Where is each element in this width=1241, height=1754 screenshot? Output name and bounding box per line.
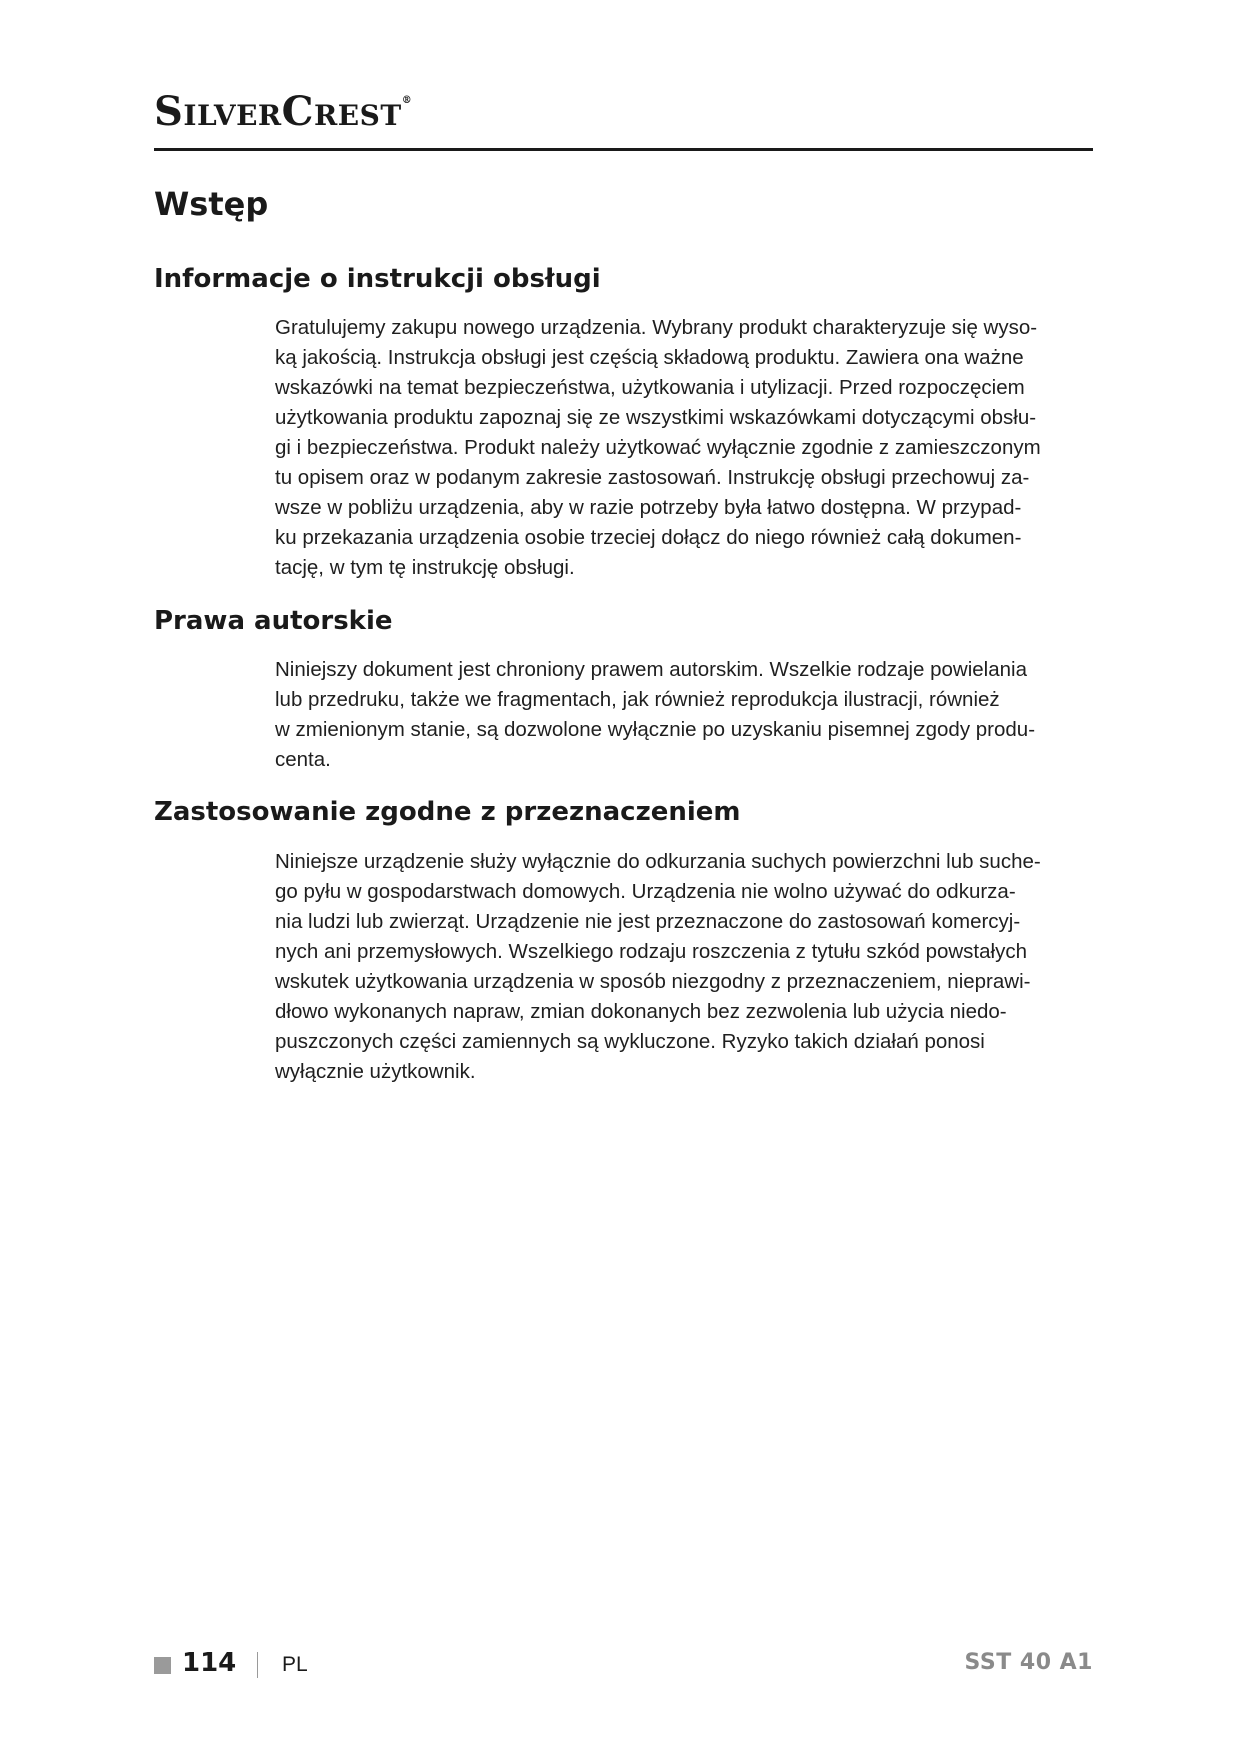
brand-logo bbox=[154, 88, 413, 135]
text-line: nych ani przemysłowych. Wszelkiego rodzaju roszczenia z tytułu szkód powstałych bbox=[275, 940, 1027, 963]
text-line: w zmienionym stanie, są dozwolone wyłącznie po uzyskaniu pisemnej zgody produ- bbox=[275, 718, 1036, 741]
text-line: użytkowania produktu zapoznaj się ze wszystkimi wskazówkami dotyczącymi obsłu- bbox=[275, 406, 1037, 429]
text-line: wsze w pobliżu urządzenia, aby w razie potrzeby była łatwo dostępna. W przypad- bbox=[275, 496, 1022, 519]
text-line: wskutek użytkowania urządzenia w sposób niezgodny z przeznaczeniem, nieprawi- bbox=[275, 970, 1031, 993]
text-line: centa. bbox=[275, 748, 331, 771]
section-title-copyright: Prawa autorskie bbox=[154, 606, 393, 636]
text-line: dłowo wykonanych napraw, zmian dokonanych bez zezwolenia lub użycia niedo- bbox=[275, 1000, 1007, 1023]
text-line: tację, w tym tę instrukcję obsługi. bbox=[275, 556, 575, 579]
text-line: wyłącznie użytkownik. bbox=[275, 1060, 476, 1083]
page-number: 114 bbox=[182, 1648, 237, 1678]
text-line: Gratulujemy zakupu nowego urządzenia. Wybrany produkt charakteryzuje się wyso- bbox=[275, 316, 1038, 339]
section-title-intended-use: Zastosowanie zgodne z przeznaczeniem bbox=[154, 797, 741, 827]
registered-mark: ® bbox=[401, 95, 413, 106]
section-body-intended-use bbox=[275, 847, 1093, 1087]
page-title: Wstęp bbox=[154, 185, 269, 223]
text-line: nia ludzi lub zwierząt. Urządzenie nie jest przeznaczone do zastosowań komercyj- bbox=[275, 910, 1021, 933]
model-code: SST 40 A1 bbox=[964, 1650, 1093, 1675]
text-line: ku przekazania urządzenia osobie trzeciej dołącz do niego również całą dokumen- bbox=[275, 526, 1022, 549]
page-footer bbox=[154, 1648, 1093, 1682]
text-line: Niniejsze urządzenie służy wyłącznie do odkurzania suchych powierzchni lub suche- bbox=[275, 850, 1041, 873]
text-line: lub przedruku, także we fragmentach, jak również reprodukcja ilustracji, również bbox=[275, 688, 1000, 711]
text-line: wskazówki na temat bezpieczeństwa, użytkowania i utylizacji. Przed rozpoczęciem bbox=[275, 376, 1025, 399]
text-line: gi i bezpieczeństwa. Produkt należy użytkować wyłącznie zgodnie z zamieszczonym bbox=[275, 436, 1041, 459]
footer-divider bbox=[257, 1652, 258, 1678]
text-line: tu opisem oraz w podanym zakresie zastosowań. Instrukcję obsługi przechowuj za- bbox=[275, 466, 1030, 489]
text-line: ką jakością. Instrukcja obsługi jest częścią składową produktu. Zawiera ona ważne bbox=[275, 346, 1024, 369]
section-title-instructions: Informacje o instrukcji obsługi bbox=[154, 264, 601, 294]
footer-square-marker bbox=[154, 1657, 171, 1674]
section-body-copyright bbox=[275, 655, 1093, 775]
text-line: Niniejszy dokument jest chroniony prawem autorskim. Wszelkie rodzaje powielania bbox=[275, 658, 1027, 681]
header-rule bbox=[154, 148, 1093, 151]
text-line: go pyłu w gospodarstwach domowych. Urządzenia nie wolno używać do odkurza- bbox=[275, 880, 1016, 903]
section-body-instructions bbox=[275, 313, 1093, 583]
language-code: PL bbox=[282, 1653, 308, 1676]
text-line: puszczonych części zamiennych są wykluczone. Ryzyko takich działań ponosi bbox=[275, 1030, 985, 1053]
brand-name: SilverCrest bbox=[154, 88, 402, 135]
